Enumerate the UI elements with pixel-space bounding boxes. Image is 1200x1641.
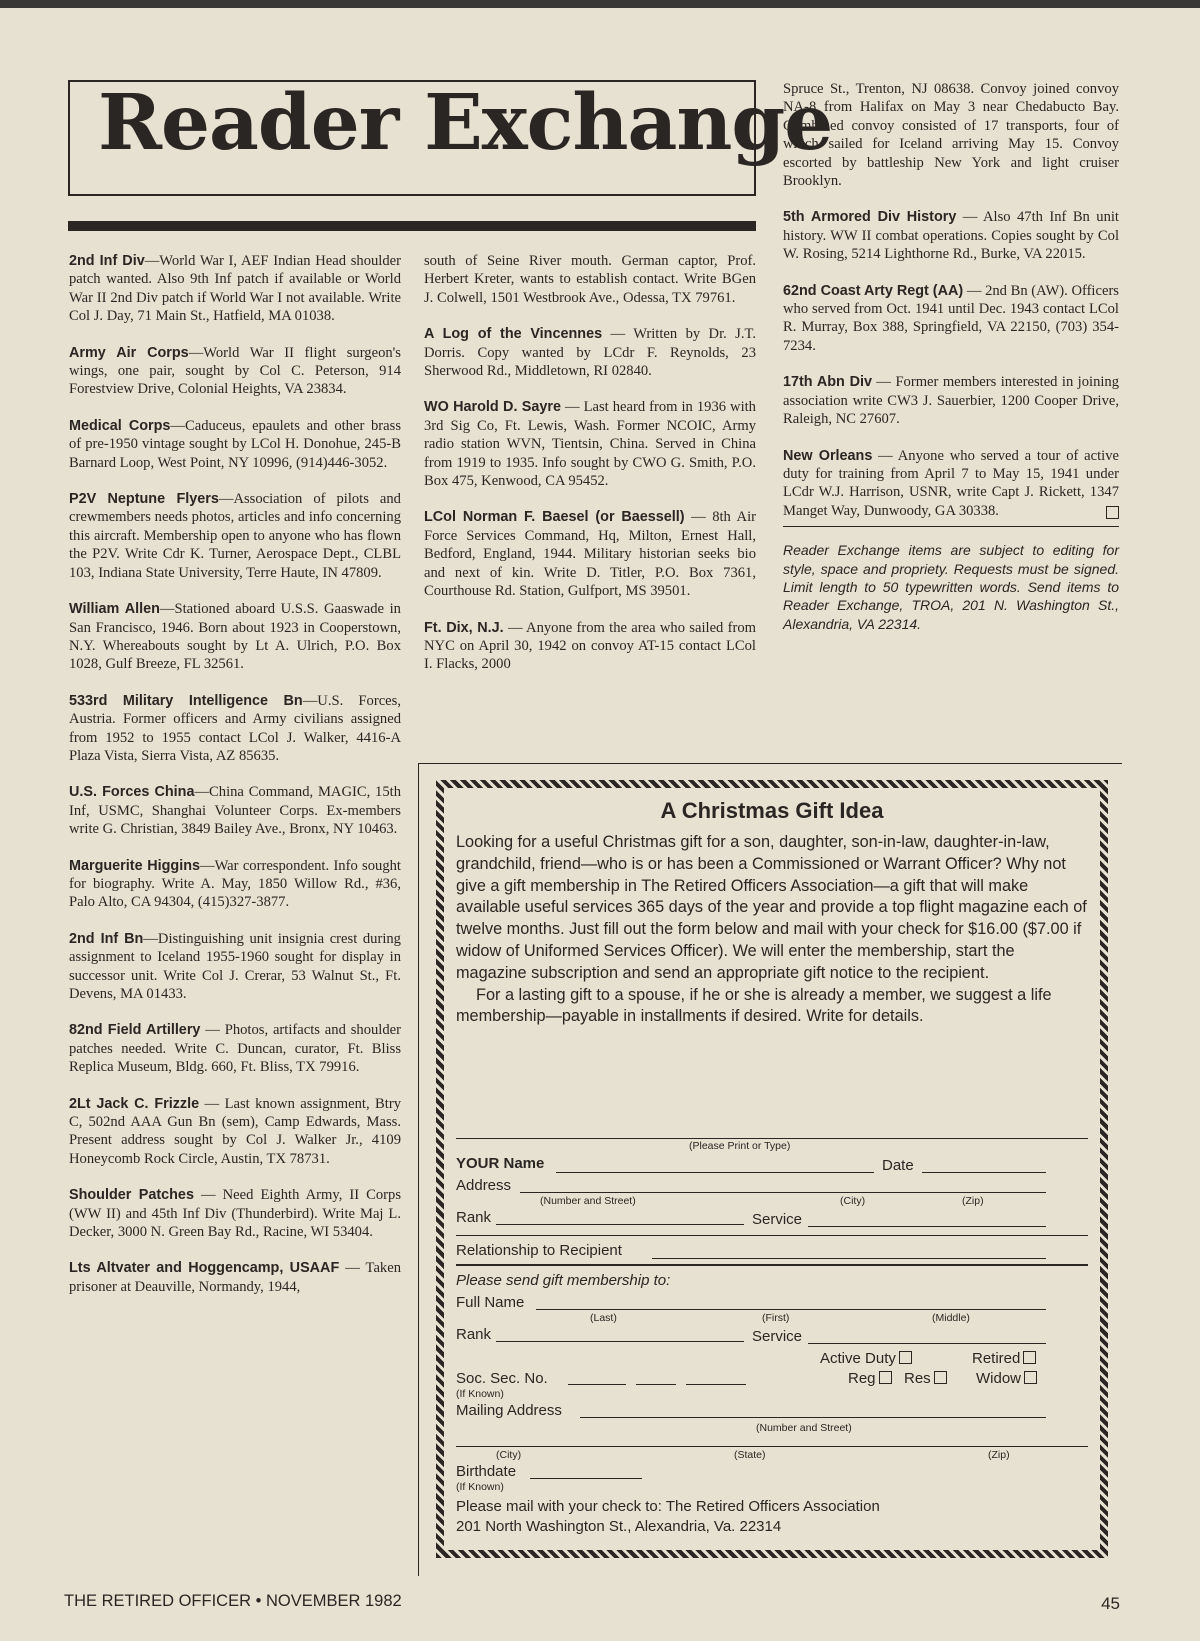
listing-heading: William Allen bbox=[69, 601, 160, 618]
listing-text: War correspondent. Info sought for biography. Write A. May, 1850 Willow Rd., #36, Palo Alto, CA 94304, (415)327-3877. bbox=[69, 857, 401, 911]
listing-separator: — bbox=[956, 209, 983, 226]
listing-separator: — bbox=[200, 1022, 225, 1039]
date-field[interactable] bbox=[922, 1172, 1046, 1173]
listing-text: 2nd Bn (AW). Officers who served from Oct. 1941 until Dec. 1943 contact LCol R. Murray, Box 388, Springfield, VA 22150, (703) 354-7234. bbox=[783, 282, 1119, 354]
zip-hint: (Zip) bbox=[962, 1195, 984, 1207]
mailing-address-field[interactable] bbox=[580, 1417, 1046, 1418]
end-mark-icon bbox=[1106, 506, 1119, 519]
service2-field[interactable] bbox=[808, 1343, 1046, 1344]
submission-note: Reader Exchange items are subject to editing for style, space and propriety. Requests must be signed. Limit length to 50 typewritten words. Send items to Reader Exchange, TROA, 201 N. Washington St., Alexandria, VA 22314. bbox=[783, 542, 1119, 632]
rank2-label: Rank bbox=[456, 1326, 492, 1343]
listing-item bbox=[783, 282, 1119, 356]
listing-item bbox=[424, 252, 756, 307]
listing-heading: Medical Corps bbox=[69, 417, 171, 434]
listing-item bbox=[783, 447, 1119, 521]
column-2 bbox=[424, 252, 756, 674]
listing-item bbox=[69, 857, 401, 912]
listing-heading: 2nd Inf Bn bbox=[69, 930, 144, 947]
listing-heading: Ft. Dix, N.J. bbox=[424, 619, 504, 636]
listing-text: World War I, AEF Indian Head shoulder patch wanted. Also 9th Inf patch if available or World War II 2nd Div patch if World War I not available. Write Col J. Day, 71 Main St., Hatfield, MA 01038. bbox=[69, 253, 401, 325]
full-name-field[interactable] bbox=[536, 1309, 1046, 1310]
listing-text: Photos, artifacts and shoulder patches needed. Write C. Duncan, curator, Ft. Bliss Replica Museum, Bldg. 660, Ft. Bliss, TX 79916. bbox=[69, 1022, 401, 1076]
listing-text: Anyone from the area who sailed from NYC on April 30, 1942 on convoy AT-15 contact LCol I. Flacks, 2000 bbox=[424, 619, 756, 673]
rank2-field[interactable] bbox=[496, 1341, 744, 1342]
listing-heading: A Log of the Vincennes bbox=[424, 326, 603, 343]
listing-item bbox=[69, 1259, 401, 1296]
footer-publication: THE RETIRED OFFICER • NOVEMBER 1982 bbox=[64, 1592, 402, 1610]
relationship-label: Relationship to Recipient bbox=[456, 1242, 622, 1259]
listing-separator: — bbox=[143, 930, 158, 947]
city2-hint: (City) bbox=[496, 1449, 522, 1461]
column-1 bbox=[69, 252, 401, 1296]
listing-heading: 2Lt Jack C. Frizzle bbox=[69, 1095, 200, 1112]
page-title: Reader Exchange bbox=[98, 78, 833, 168]
soc-sec-field-2[interactable] bbox=[636, 1384, 676, 1385]
listing-text: Need Eighth Army, II Corps (WW II) and 45th Inf Div (Thunderbird). Write Maj L. Decker, 3000 N. Green Bay Rd., Racine, WI 53404. bbox=[69, 1187, 402, 1241]
listing-separator: — bbox=[188, 344, 204, 361]
listing-separator: — bbox=[199, 857, 215, 874]
listing-heading: Army Air Corps bbox=[69, 344, 189, 361]
service-field[interactable] bbox=[808, 1226, 1046, 1227]
listing-heading: Lts Altvater and Hoggencamp, USAAF bbox=[69, 1260, 340, 1277]
rank-label: Rank bbox=[456, 1209, 492, 1226]
listing-text: Stationed aboard U.S.S. Gaaswade in San Francisco, 1946. Born about 1923 in Cooperstown, N.Y. Whereabouts sought by Lt A. Ulrich, P.O. Box 1028, Gulf Breeze, FL 32561. bbox=[69, 601, 401, 673]
title-rule bbox=[68, 221, 756, 231]
listing-item bbox=[783, 208, 1119, 263]
listing-text: south of Seine River mouth. German captor, Prof. Herbert Kreter, wants to establish contact. Write BGen J. Colwell, 1501 Westbrook Ave., Odessa, TX 79761. bbox=[424, 253, 756, 306]
listing-separator: — bbox=[872, 447, 898, 464]
middle-hint: (Middle) bbox=[932, 1312, 970, 1324]
reg-option[interactable] bbox=[848, 1370, 892, 1387]
page-number: 45 bbox=[1101, 1594, 1120, 1613]
listing-item bbox=[69, 490, 401, 582]
active-duty-option[interactable] bbox=[820, 1350, 912, 1367]
date-label: Date bbox=[882, 1157, 914, 1174]
gift-paragraph-1: Looking for a useful Christmas gift for a son, daughter, son-in-law, daughter-in-law, grandchild, friend—who is or has been a Commissioned or Warrant Officer? Why not give a gift membership in The Retired Officers Association—a gift that will make available useful services 365 days of the year and provide a top flight magazine each of twelve months. Just fill out the form below and mail with your check for $16.00 ($7.00 if widow of Uniformed Services Officer). We will enter the membership, start the magazine subscription and send an appropriate gift notice to the recipient. bbox=[456, 833, 1087, 982]
print-note: (Please Print or Type) bbox=[689, 1140, 791, 1152]
state-hint: (State) bbox=[734, 1449, 766, 1461]
listing-text: Former members interested in joining association write CW3 J. Sauerbier, 1200 Cooper Drive, Raleigh, NC 27607. bbox=[783, 374, 1120, 428]
address-field[interactable] bbox=[520, 1192, 1046, 1193]
listing-separator: — bbox=[193, 1187, 223, 1204]
widow-checkbox[interactable] bbox=[1024, 1371, 1037, 1384]
listing-separator: — bbox=[199, 1095, 225, 1112]
last-hint: (Last) bbox=[590, 1312, 617, 1324]
gift-body bbox=[456, 832, 1088, 1028]
birthdate-hint: (If Known) bbox=[456, 1481, 504, 1493]
full-name-label: Full Name bbox=[456, 1294, 525, 1311]
active-duty-checkbox[interactable] bbox=[899, 1351, 912, 1364]
gift-title: A Christmas Gift Idea bbox=[660, 798, 884, 823]
listing-heading: 62nd Coast Arty Regt (AA) bbox=[783, 282, 964, 299]
listing-item bbox=[783, 80, 1119, 190]
listing-separator: — bbox=[602, 326, 634, 343]
note-rule bbox=[783, 526, 1119, 527]
number-street-hint: (Number and Street) bbox=[540, 1195, 636, 1207]
listing-heading: 2nd Inf Div bbox=[69, 253, 145, 269]
listing-item bbox=[424, 619, 756, 674]
res-label: Res bbox=[904, 1370, 931, 1387]
listing-text: China Command, MAGIC, 15th Inf, USMC, Shanghai Volunteer Corps. Ex-members write G. Christian, 3849 Bailey Ave., Bronx, NY 10463. bbox=[69, 784, 401, 838]
your-name-field[interactable] bbox=[556, 1172, 874, 1173]
listing-heading: LCol Norman F. Baesel (or Baessell) bbox=[424, 509, 685, 526]
listing-text: Distinguishing unit insignia crest during assignment to Iceland 1955-1960 sought for display in successor unit. Write Col J. Crerar, 53 Walnut St., Ft. Devens, MA 01433. bbox=[69, 930, 401, 1002]
title-box bbox=[68, 78, 833, 196]
retired-checkbox[interactable] bbox=[1023, 1351, 1036, 1364]
address-label: Address bbox=[456, 1177, 512, 1194]
listing-item bbox=[69, 344, 401, 399]
res-option[interactable] bbox=[904, 1370, 947, 1387]
listing-heading: 17th Abn Div bbox=[783, 374, 872, 391]
listing-item bbox=[69, 417, 401, 472]
listing-separator: — bbox=[170, 417, 185, 434]
birthdate-label: Birthdate bbox=[456, 1463, 517, 1480]
listing-text: Spruce St., Trenton, NJ 08638. Convoy joined convoy NA-8 from Halifax on May 3 near Chedabucto Bay. Combined convoy consisted of 17 transports, four of which sailed for Iceland arriving May 15. Convoy escorted by battleship New York and light cruiser Brooklyn. bbox=[783, 81, 1119, 190]
soc-sec-label: Soc. Sec. No. bbox=[456, 1370, 548, 1387]
res-checkbox[interactable] bbox=[934, 1371, 947, 1384]
gift-box bbox=[436, 780, 1108, 1558]
listing-item bbox=[69, 1095, 401, 1169]
gift-paragraph-2: For a lasting gift to a spouse, if he or she is already a member, we suggest a life membership—payable in installments if desired. Write for details. bbox=[456, 985, 1052, 1026]
listing-heading: 533rd Military Intelligence Bn bbox=[69, 692, 303, 709]
listing-text: Caduceus, epaulets and other brass of pre-1950 vintage sought by LCol H. Donohue, 245-B Barnard Loop, West Point, NY 10996, (914)446-3052. bbox=[69, 417, 401, 471]
listing-item bbox=[69, 930, 401, 1004]
listing-item bbox=[783, 373, 1119, 428]
listing-text: Last heard from in 1936 with 3rd Sig Co, Ft. Lewis, Wash. Former NCOIC, Army radio station WVN, Tientsin, China. Served in China from 1919 to 1935. Info sought by CWO G. Smith, P.O. Box 475, Kenwood, CA 95452. bbox=[424, 399, 756, 490]
widow-label: Widow bbox=[976, 1370, 1022, 1387]
listing-separator: — bbox=[218, 491, 234, 508]
listing-item bbox=[69, 1186, 401, 1241]
mail-instruction-line-1: Please mail with your check to: The Retired Officers Association bbox=[456, 1498, 880, 1515]
listing-text: Association of pilots and crewmembers needs photos, articles and info concerning this aircraft. Membership open to anyone who has flown the P2V. Write Cdr K. Turner, Aerospace Dept., CLBL 103, Indiana State University, Terre Haute, IN 47809. bbox=[69, 491, 401, 581]
listing-separator: — bbox=[871, 374, 896, 391]
soc-sec-field-1[interactable] bbox=[568, 1384, 626, 1385]
listing-item bbox=[424, 325, 756, 380]
listing-text: 8th Air Force Services Command, Hq, Milton, Ernest Hall, Bedford, England, 1944. Military historian seeks bio and next of kin. Write D. Titler, P.O. Box 7361, Courthouse Rd. Station, Gulfport, MS 39501. bbox=[424, 509, 757, 600]
your-name-label: YOUR Name bbox=[456, 1155, 545, 1172]
listing-heading: Shoulder Patches bbox=[69, 1187, 194, 1204]
top-edge bbox=[0, 0, 1200, 8]
mail-instruction-line-2: 201 North Washington St., Alexandria, Va. 22314 bbox=[456, 1518, 782, 1535]
listing-item bbox=[69, 1021, 401, 1076]
gift-form bbox=[456, 1138, 1088, 1537]
listing-separator: — bbox=[503, 619, 527, 636]
soc-sec-hint: (If Known) bbox=[456, 1388, 504, 1400]
listing-heading: Marguerite Higgins bbox=[69, 857, 200, 874]
listing-text: Anyone who served a tour of active duty for training from April 7 to May 15, 1941 under LCdr W.J. Harrison, USNR, write Capt J. Rickett, 1347 Manget Way, Dunwoody, GA 30338. bbox=[783, 447, 1119, 519]
listing-separator: — bbox=[339, 1260, 366, 1277]
relationship-field[interactable] bbox=[652, 1258, 1046, 1259]
listing-item bbox=[69, 600, 401, 674]
zip2-hint: (Zip) bbox=[988, 1449, 1010, 1461]
service2-label: Service bbox=[752, 1328, 803, 1345]
listing-text: World War II flight surgeon's wings, one pair, sought by Col C. Peterson, 914 Forestview Drive, Colonial Heights, VA 23834. bbox=[69, 344, 401, 398]
reg-label: Reg bbox=[848, 1370, 876, 1387]
column-3 bbox=[783, 80, 1119, 633]
widow-option[interactable] bbox=[976, 1370, 1037, 1387]
retired-label: Retired bbox=[972, 1350, 1021, 1367]
listing-heading: New Orleans bbox=[783, 447, 873, 464]
listing-text: Also 47th Inf Bn unit history. WW II combat operations. Copies sought by Col W. Rosing, 5214 Lighthorne Rd., Burke, VA 22015. bbox=[783, 209, 1119, 263]
number-street2-hint: (Number and Street) bbox=[756, 1422, 852, 1434]
reg-checkbox[interactable] bbox=[879, 1371, 892, 1384]
listing-text: Taken prisoner at Deauville, Normandy, 1944, bbox=[69, 1260, 401, 1295]
city-hint: (City) bbox=[840, 1195, 866, 1207]
first-hint: (First) bbox=[762, 1312, 790, 1324]
listing-item bbox=[69, 692, 401, 766]
listing-separator: — bbox=[194, 784, 210, 801]
listing-heading: P2V Neptune Flyers bbox=[69, 491, 219, 508]
rank-field[interactable] bbox=[496, 1224, 744, 1225]
listing-heading: U.S. Forces China bbox=[69, 784, 195, 801]
listing-separator: — bbox=[144, 253, 160, 269]
listing-item bbox=[69, 252, 401, 326]
listing-item bbox=[424, 398, 756, 490]
listing-separator: — bbox=[684, 509, 713, 526]
listing-heading: WO Harold D. Sayre bbox=[424, 399, 561, 416]
active-duty-label: Active Duty bbox=[820, 1350, 896, 1367]
listing-heading: 82nd Field Artillery bbox=[69, 1022, 201, 1039]
retired-option[interactable] bbox=[972, 1350, 1036, 1367]
mailing-address-label: Mailing Address bbox=[456, 1402, 562, 1419]
listing-separator: — bbox=[302, 692, 318, 709]
listing-item bbox=[424, 508, 756, 600]
listing-item bbox=[69, 783, 401, 838]
listing-heading: 5th Armored Div History bbox=[783, 209, 957, 226]
listing-text: U.S. Forces, Austria. Former officers and Army civilians assigned from 1952 to 1955 contact LCol J. Walker, 4416-A Plaza Vista, Sierra Vista, AZ 85635. bbox=[69, 692, 401, 764]
listing-text: Written by Dr. J.T. Dorris. Copy wanted by LCdr F. Reynolds, 23 Sherwood Rd., Middletown, RI 02840. bbox=[424, 326, 756, 380]
send-to-label: Please send gift membership to: bbox=[456, 1272, 671, 1289]
service-label: Service bbox=[752, 1211, 803, 1228]
soc-sec-field-3[interactable] bbox=[686, 1384, 746, 1385]
listing-separator: — bbox=[159, 601, 175, 618]
listing-separator: — bbox=[963, 282, 986, 299]
listing-separator: — bbox=[561, 399, 584, 416]
listing-text: Last known assignment, Btry C, 502nd AAA Gun Bn (sem), Camp Edwards, Mass. Present address sought by Col J. Walker Jr., 4109 Honeycomb Rock Circle, Austin, TX 78731. bbox=[69, 1095, 401, 1167]
